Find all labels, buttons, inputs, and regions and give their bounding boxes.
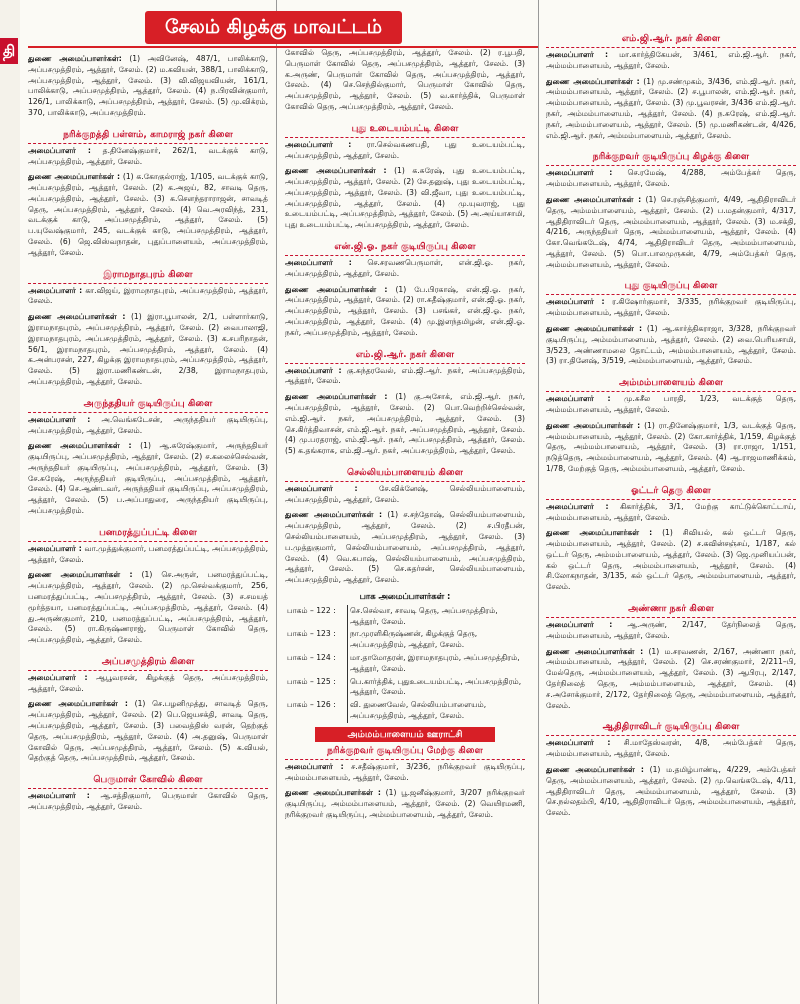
member-details: (1) சிவியல், கல் ஒட்டர் தெரு, அம்மம்பாளையம், ஆத்தூர், சேலம். (2) ச.கவின்சஞ்சய், 1/187, கல் ஒட்டர் தெரு, அம்மம்பாளையம், ஆத்தூர், சேலம். (3) ஜெ.முனியப்பன், கல் ஒட்டர் தெரு, அம்மம்பாளையம், ஆத்தூர், சேலம். (4) சி.லோகநாதன், 3/135, கல் ஒட்டர் தெரு, அம்மம்பாளையம், ஆத்தூர், சேலம். <box>546 528 796 592</box>
member-entry <box>285 762 525 784</box>
member-entry <box>546 324 796 367</box>
booth-table <box>285 605 525 723</box>
member-entry <box>546 765 796 819</box>
role-label: துணை அமைப்பாளர்கள் : <box>546 194 642 204</box>
branch-heading: புது உடையம்பட்டி கிளை <box>285 122 525 138</box>
member-details: (1) அவினேஷ், 487/1, பாலிக்காடு, அப்பசமுத்திரம், ஆத்தூர், சேலம். (2) ம.கவியன், 388/1, பாலிக்காடு, அப்பசமுத்திரம், ஆத்தூர், சேலம். (3) வி.விஜயவியன், 161/1, பாலிக்காடு, அப்பசமுத்திரம், ஆத்தூர், சேலம். (4) ந.பிரவின்குமார், 126/1, பாலிக்காடு, அப்பசமுத்திரம், ஆத்தூர், சேலம். (5) மு.விக்ரம், 370, பாலிக்காடு, அப்பசமுத்திரம். <box>28 54 268 117</box>
member-entry <box>285 392 525 457</box>
member-details: (1) ரா.தினேஷ்குமார், 1/3, வடக்குத் தெரு, அம்மம்பாளையம், ஆத்தூர், சேலம். (2) கோ.கார்த்திக், 1/159, கிழக்குத் தெரு, அம்மம்பாளையம், ஆத்தூர், சேலம். (3) ரா.ராஜா, 1/151, நடுத்தெரு, அம்மம்பாளையம், ஆத்தூர், சேலம். (4) ஆ.ராஜமாணிக்கம், 1/78, மேற்குத் தெரு, அம்மம்பாளையம், ஆத்தூர், சேலம். <box>546 420 796 473</box>
member-entry <box>285 484 525 506</box>
member-details: ஆ.அருண், 2/147, தேர்நிலைத் தெரு, அம்மம்பாளையம், ஆத்தூர், சேலம். <box>546 620 796 640</box>
member-details: சே.விக்னேஷ், செல்லியம்பாளையம், அப்பசமுத்திரம், ஆத்தூர், சேலம். <box>285 483 525 504</box>
member-details: (1) செ.அருள், பனமரத்துப்பட்டி, அப்பசமுத்திரம், ஆத்தூர், சேலம். (2) மு.செல்வக்குமார், 256, பனமரத்துப்பட்டி, அப்பசமுத்திரம், ஆத்தூர், சேலம். (3) ச.சமயத் மூர்த்தயா, பனமரத்துப்பட்டி, அப்பசமுத்திரம், ஆத்தூர், சேலம். (4) து.அருண்குமார், 210, பனமரத்துப்பட்டி, அப்பசமுத்திரம், ஆத்தூர், சேலம். (5) ரா.கிருஷ்ணராஜ், பெருமாள் கோவில் தெரு, அப்பசமுத்திரம், ஆத்தூர், சேலம். <box>28 570 268 645</box>
member-details: (1) ஆ.கார்த்திகராஜா, 3/328, நரிக்குறவர் குடியிருப்பு, அம்மம்பாளையம், ஆத்தூர், சேலம். (2) வை.பெரியசாமி, 3/523, அண்ணாமலை தோட்டம், அம்மம்பாளையம், ஆத்தூர், சேலம். (3) ரா.தினேஷ், 3/519, அம்மம்பாளையம், ஆத்தூர், சேலம். <box>546 324 796 366</box>
branch-heading: பனமரத்துப்பட்டி கிளை <box>28 526 268 542</box>
member-details: (1) க.கோகுல்ராஜ், 1/105, வடக்குக் காடு, அப்பசமுத்திரம், ஆத்தூர், சேலம். (2) க.அஜய், 82, சாவடி தெரு, அப்பசமுத்திரம், ஆத்தூர், சேலம். (3) க.சௌந்தராராஜன், சாவடித் தெரு, அப்பசமுத்திரம், ஆத்தூர், சேலம். (4) வெ.அரவிந்த், 231, வடக்குக் காடு, அப்பசமுத்திரம், ஆத்தூர், சேலம். (5) ப.யுவேஷ்குமார், 245, வடக்குக் காடு, அப்பசமுத்திரம், ஆத்தூர், சேலம். (6) ஜெ.விஸ்வநாதன், புதுப்பாளையம், அப்பசமுத்திரம், ஆத்தூர், சேலம். <box>28 172 268 257</box>
role-label: அமைப்பாளர் : <box>28 414 91 424</box>
member-details: அ.வெங்கடேசன், அருந்ததியர் குடியிருப்பு, அப்பசமுத்திரம், ஆத்தூர், சேலம். <box>28 414 268 435</box>
role-label: துணை அமைப்பாளர்கள் : <box>285 510 383 520</box>
branch-heading: ஓட்டர் தெரு கிளை <box>546 484 796 500</box>
member-details: (1) பூ.ஜனீஷ்குமார், 3/207 நரிக்குறவர் குடியிருப்பு, அம்மம்பாளையம், ஆத்தூர், சேலம். (2) வெயிரமணி, நரிக்குறவர் குடியிருப்பு, அம்மம்பாளையம், ஆத்தூர், சேலம். <box>285 788 525 819</box>
member-details: கு.சுந்தரவேல், எம்.ஜி.ஆர். நகர், அப்பசமுத்திரம், ஆத்தூர், சேலம். <box>285 365 525 386</box>
member-details: சி.மாதேஸ்வரன், 4/8, அம்பேத்கர் தெரு, அம்மம்பாளையம், ஆத்தூர், சேலம். <box>546 738 796 759</box>
role-label: அமைப்பாளர் : <box>546 168 613 178</box>
role-label: அமைப்பாளர் : <box>28 543 82 553</box>
booth-number: பாகம் – 126 : <box>285 699 348 723</box>
branch-heading: என்.ஜி.ஓ. நகர் குடியிருப்பு கிளை <box>285 240 525 256</box>
member-entry <box>285 48 525 113</box>
member-entry <box>285 510 525 585</box>
role-label: துணை அமைப்பாளர்கள் : <box>546 528 653 538</box>
role-label: அமைப்பாளர் : <box>28 672 88 682</box>
member-entry <box>546 738 796 760</box>
branch-heading: நரிக்குறத்தி பள்ளம், காமராஜ் நகர் கிளை <box>28 128 268 144</box>
branch-heading: எம்.ஜி.ஆர். நகர் கிளை <box>285 348 525 364</box>
member-entry <box>285 366 525 388</box>
member-details: (1) ம.தமிழ்பாண்டி, 4/229, அம்பேத்கர் தெரு, அம்மம்பாளையம், ஆத்தூர், சேலம். (2) மு.வெங்கடேஷ், 4/11, ஆதிதிராவிடர் தெரு, அம்மம்பாளையம், ஆத்தூர், சேலம். (3) செ.நல்லதம்பி, 4/10, ஆதிதிராவிடர் தெரு, அம்மம்பாளையம், ஆத்தூர், சேலம். <box>546 764 796 818</box>
member-details: (1) செ.ரஞ்சித்குமார், 4/49, ஆதிதிராவிடர் தெரு, அம்மம்பாளையம், ஆத்தூர், சேலம். (2) ப.மதன்குமார், 4/317, ஆதிதிராவிடர் தெரு, அம்மம்பாளையம், ஆத்தூர், சேலம். (3) ம.சக்தி, 4/216, அருந்ததியர் தெரு, அம்மம்பாளையம், ஆத்தூர், சேலம். (4) கோ.வெங்கடேஷ், 4/74, ஆதிதிராவிடர் தெரு, அம்மம்பாளையம், ஆத்தூர், சேலம். (5) பொ.பாலமுருகன், 4/79, அம்பேத்கர் தெரு, அம்மம்பாளையம், ஆத்தூர், சேலம். <box>546 194 796 269</box>
branch-heading: ஆதிதிராவிடர் குடியிருப்பு கிளை <box>546 720 796 736</box>
column-1 <box>28 52 268 1004</box>
member-entry <box>546 195 796 270</box>
role-label: துணை அமைப்பாளர்கள்: <box>28 54 122 63</box>
member-entry <box>546 297 796 319</box>
role-label: துணை அமைப்பாளர்கள் : <box>285 392 388 402</box>
member-entry <box>28 312 268 387</box>
member-entry <box>28 791 268 813</box>
booth-number: பாகம் – 124 : <box>285 652 348 676</box>
member-details: செ.சரவணபெருமாள், என்.ஜி.ஓ. நகர், அப்பசமுத்திரம், ஆத்தூர், சேலம். <box>285 258 525 278</box>
column-divider-1 <box>276 0 277 1004</box>
role-label: அமைப்பாளர் : <box>285 139 352 149</box>
booth-row <box>285 628 525 652</box>
role-label: துணை அமைப்பாளர்கள் : <box>546 646 644 656</box>
member-entry <box>546 502 796 524</box>
member-details: ர.கிஷோர்குமார், 3/335, நரிக்குறவர் குடியிருப்பு, அம்மம்பாளையம், ஆத்தூர், சேலம். <box>546 297 796 318</box>
member-details: த.தினேஷ்குமார், 262/1, வடக்குக் காடு, அப்பசமுத்திரம், ஆத்தூர், சேலம். <box>28 145 268 166</box>
role-label: அமைப்பாளர் : <box>285 365 342 375</box>
member-details: கிகார்த்திக், 3/1, மேற்கு காட்டுக்கொட்டாய், அம்மம்பாளையம், ஆத்தூர், சேலம். <box>546 501 796 522</box>
branch-heading: புது குடியிருப்பு கிளை <box>546 279 796 295</box>
member-entry <box>28 544 268 566</box>
member-entry <box>546 647 796 712</box>
member-details: ஆ.சத்திகுமார், பெருமாள் கோவில் தெரு, அப்பசமுத்திரம், ஆத்தூர், சேலம். <box>28 791 268 811</box>
booth-member: பெ.கார்த்திக், புதுஉடையம்பட்டி, அப்பசமுத்திரம், ஆத்தூர், சேலம். <box>350 676 522 697</box>
member-details: (1) ச.சந்தோஷ், செல்லியம்பாளையம், அப்பசமுத்திரம், ஆத்தூர், சேலம். (2) ச.பிரதீபன், செல்லியம்பாளையம், அப்பசமுத்திரம், ஆத்தூர், சேலம். (3) ப.முத்துகுமார், செல்லியம்பாளையம், அப்பசமுத்திரம், ஆத்தூர், சேலம். (4) வெ.சுபாஷ், செல்லியம்பாளையம், அப்பசமுத்திரம், ஆத்தூர், சேலம். (5) செ.சுதர்சன், செல்லியம்பாளையம், அப்பசமுத்திரம், ஆத்தூர், சேலம். <box>285 510 525 585</box>
role-label: அமைப்பாளர் : <box>546 501 609 511</box>
member-details: (1) இரா.பூபாலன், 2/1, பள்ளார்காடு, இராமநாதபுரம், அப்பசமுத்திரம், ஆத்தூர், சேலம். (2) வைபாலாஜி, இராமநாதபுரம், அப்பசமுத்திரம், ஆத்தூர், சேலம். (3) க.சபரிநாதன், 56/1, இராமநாதபுரம், அப்பசமுத்திரம், ஆத்தூர், சேலம். (4) க.அன்பரசன், 227, கிழக்கு இராமநாதபுரம், அப்பசமுத்திரம், ஆத்தூர், சேலம். (5) இரா.மணிகண்டன், 2/38, இராமநாதபுரம், அப்பசமுத்திரம், ஆத்தூர், சேலம். <box>28 312 268 386</box>
member-entry <box>28 146 268 168</box>
member-details: மு.சுசீல பாரதி, 1/23, வடக்குத் தெரு, அம்மம்பாளையம், ஆத்தூர், சேலம். <box>546 394 796 414</box>
role-label: அமைப்பாளர் : <box>28 145 91 155</box>
member-entry <box>28 570 268 645</box>
member-entry <box>285 788 525 820</box>
member-details: (1) மு.சண்முகம், 3/436, எம்.ஜி.ஆர். நகர், அம்மம்பாளையம், ஆத்தூர், சேலம். (2) ச.பூபாலன், எம்.ஜி.ஆர். நகர், அம்மம்பாளையம், ஆத்தூர், சேலம். (3) மு.பூவரசன், 3/436 எம்.ஜி.ஆர். நகர், அம்மம்பாளையம், ஆத்தூர், சேலம். (4) ந.சுரேஷ், எம்.ஜி.ஆர். நகர், அம்மம்பாளையம், ஆத்தூர், சேலம். (5) மு.மணிகண்டன், 4/426, எம்.ஜி.ஆர். நகர், அம்மம்பாளையம், ஆத்தூர், சேலம். <box>546 76 796 140</box>
role-label: துணை அமைப்பாளர்கள் : <box>546 764 644 774</box>
branch-heading: அண்ணா நகர் கிளை <box>546 602 796 618</box>
member-entry <box>285 285 525 339</box>
booth-row <box>285 676 525 700</box>
member-details: கோவில் தெரு, அப்பசமுத்திரம், ஆத்தூர், சேலம். (2) ர.பூபதி, பெருமாள் கோவில் தெரு, அப்பசமுத்திரம், ஆத்தூர், சேலம். (3) க.அருண், பெருமாள் கோவில் தெரு, அப்பசமுத்திரம், ஆத்தூர், சேலம். (4) செ.செந்தில்குமார், பெருமாள் கோவில் தெரு, அப்பசமுத்திரம், ஆத்தூர், சேலம். (5) வ.கார்த்திக், பெருமாள் கோவில் தெரு, அப்பசமுத்திரம், ஆத்தூர், சேலம். <box>285 48 525 111</box>
role-label: துணை அமைப்பாளர்கள் : <box>28 570 133 580</box>
booth-member: செ.செல்வா, சாவடி தெரு, அப்பசமுத்திரம், ஆத்தூர், சேலம். <box>350 605 498 626</box>
left-section-tab: தி <box>0 38 18 64</box>
left-margin-strip <box>0 0 20 1004</box>
member-entry <box>546 77 796 142</box>
booth-member: நா.முரளிகிருஷ்ணன், கிழக்குத் தெரு, அப்பசமுத்திரம், ஆத்தூர், சேலம். <box>350 629 478 650</box>
column-2-sections <box>285 48 525 586</box>
member-entry <box>546 620 796 642</box>
booth-number: பாகம் – 122 : <box>285 605 348 629</box>
booth-number: பாகம் – 123 : <box>285 628 348 652</box>
member-entry <box>28 415 268 437</box>
role-label: துணை அமைப்பாளர்கள் : <box>28 699 128 709</box>
member-entry <box>28 286 268 308</box>
role-label: அமைப்பாளர் : <box>546 50 609 60</box>
role-label: அமைப்பாளர் : <box>546 738 611 748</box>
member-entry <box>285 166 525 231</box>
role-label: துணை அமைப்பாளர்கள் : <box>546 76 640 86</box>
member-details: (1) ம.சரவணன், 2/167, அண்ணா நகர், அம்மம்பாளையம், ஆத்தூர், சேலம். (2) செ.சரண்குமார், 2/211–பி, மேல்தெரு, அம்மம்பாளையம், ஆத்தூர், சேலம். (3) ஆபிரபு, 2/147, தேர்நிலைத் தெரு, அம்மம்பாளையம், ஆத்தூர், சேலம். (4) ச.அசோக்குமார், 2/172, தேர்நிலைத் தெரு, அம்மம்பாளையம், ஆத்தூர், சேலம். <box>546 646 796 710</box>
booth-number: பாகம் – 125 : <box>285 676 348 700</box>
branch-heading: நரிக்குறவர் குடியிருப்பு கிழக்கு கிளை <box>546 150 796 166</box>
member-details: (1) கு.அசோக், எம்.ஜி.ஆர். நகர், அப்பசமுத்திரம், ஆத்தூர், சேலம். (2) பொ.வெற்றிச்செல்வன், எம்.ஜி.ஆர். நகர், அப்பசமுத்திரம், ஆத்தூர், சேலம். (3) செ.கிர்த்திவாசன், எம்.ஜி.ஆர். நகர், அப்பசமுத்திரம், ஆத்தூர், சேலம். (4) மு.பரதராஜ், எம்.ஜி.ஆர். நகர், அப்பசமுத்திரம், ஆத்தூர், சேலம். (5) க.தங்கராசு, எம்.ஜி.ஆர். நகர், அப்பசமுத்திரம், ஆத்தூர், சேலம். <box>285 392 525 456</box>
column-divider-2 <box>538 0 539 1004</box>
member-entry <box>546 168 796 190</box>
member-entry <box>28 172 268 258</box>
role-label: அமைப்பாளர் : <box>285 258 352 268</box>
member-details: ஆபூவரசன், கிழக்குத் தெரு, அப்பசமுத்திரம், ஆத்தூர், சேலம். <box>28 672 268 693</box>
branch-heading: பெருமாள் கோவில் கிளை <box>28 773 268 789</box>
booth-row <box>285 699 525 723</box>
booth-member: வி. துணைவேல், செல்லியம்பாளையம், அப்பசமுத்திரம், ஆத்தூர், சேலம். <box>350 700 487 720</box>
member-entry <box>546 394 796 416</box>
branch-heading: இராமநாதபுரம் கிளை <box>28 268 268 284</box>
member-entry <box>285 258 525 280</box>
role-label: துணை அமைப்பாளர்கள் : <box>28 312 126 322</box>
branch-heading: அருந்ததியர் குடியிருப்பு கிளை <box>28 397 268 413</box>
member-details: ச.சதீஷ்குமார், 3/236, நரிக்குறவர் குடியிருப்பு, அம்மம்பாளையம், ஆத்தூர், சேலம். <box>285 761 525 782</box>
member-entry <box>285 140 525 162</box>
member-details: (1) செ.பழனிமுத்து, சாவடித் தெரு, அப்பசமுத்திரம், ஆத்தூர், சேலம். (2) பெ.ஜெயசக்தி, சாவடி தெரு, அப்பசமுத்திரம், ஆத்தூர், சேலம். (3) பவைத்திஸ் வரன், தெற்குத் தெரு, அப்பசமுத்திரம், ஆத்தூர், சேலம். (4) அ.தனுஷ், பெருமாள் கோவில் தெரு, அப்பசமுத்திரம், ஆத்தூர், சேலம். (5) க.வியல், தெற்குத் தெரு, அப்பசமுத்திரம், ஆத்தூர், சேலம். <box>28 699 268 763</box>
union-heading-box: அம்மம்பாளையம் ஊராட்சி <box>315 727 495 742</box>
member-details: (1) க.சுரேஷ், புது உடையம்பட்டி, அப்பசமுத்திரம், ஆத்தூர், சேலம். (2) சே.தனுஷ், புது உடையம்பட்டி, அப்பசமுத்திரம், ஆத்தூர், சேலம். (3) வி.ஜீவா, புது உடையம்பட்டி, அப்பசமுத்திரம், ஆத்தூர், சேலம். (4) மு.யுவராஜ், புது உடையம்பட்டி, அப்பசமுத்திரம், ஆத்தூர், சேலம். (5) அ.அய்யாசாமி, புது உடையம்பட்டி, அப்பசமுத்திரம், ஆத்தூர், சேலம். <box>285 166 525 230</box>
branch-heading: அம்மம்பாளையம் கிளை <box>546 376 796 392</box>
member-entry <box>546 528 796 593</box>
role-label: அமைப்பாளர் : <box>28 285 83 295</box>
role-label: அமைப்பாளர் : <box>285 761 344 771</box>
member-entry <box>28 699 268 764</box>
role-label: துணை அமைப்பாளர்கள் : <box>546 420 641 430</box>
column-3 <box>546 32 796 1004</box>
member-entry <box>546 421 796 475</box>
member-entry <box>28 673 268 695</box>
booth-heading: பாக அமைப்பாளர்கள் : <box>359 590 451 601</box>
role-label: அமைப்பாளர் : <box>546 620 613 630</box>
role-label: அமைப்பாளர் : <box>285 483 358 493</box>
column-2 <box>285 46 525 998</box>
role-label: துணை அமைப்பாளர்கள் : <box>285 166 387 176</box>
role-label: அமைப்பாளர் : <box>28 791 90 801</box>
branch-heading: எம்.ஜி.ஆர். நகர் கிளை <box>546 32 796 48</box>
booth-row <box>285 652 525 676</box>
booth-member: மா.தாமோதரன், இராமநாதபுரம், அப்பசமுத்திரம், ஆத்தூர், சேலம். <box>350 652 520 673</box>
member-details: ரா.செல்வகணபதி, புது உடையம்பட்டி, அப்பசமுத்திரம், ஆத்தூர், சேலம். <box>285 139 525 160</box>
member-details: கா.விஜய், இராமநாதபுரம், அப்பசமுத்திரம், ஆத்தூர், சேலம். <box>28 285 268 306</box>
role-label: அமைப்பாளர் : <box>546 394 611 404</box>
role-label: துணை அமைப்பாளர்கள் : <box>285 788 381 798</box>
member-entry <box>28 54 268 119</box>
member-entry <box>28 441 268 516</box>
role-label: துணை அமைப்பாளர்கள் : <box>28 172 121 182</box>
role-label: துணை அமைப்பாளர்கள் : <box>28 441 132 451</box>
member-details: மா.கார்த்திகேயன், 3/461, எம்.ஜி.ஆர். நகர், அம்மம்பாளையம், ஆத்தூர், சேலம். <box>546 50 796 70</box>
branch-heading: செல்லியம்பாளையம் கிளை <box>285 466 525 482</box>
branch-heading: நரிக்குறவர் குடியிருப்பு மேற்கு கிளை <box>285 744 525 760</box>
member-details: (1) ஆ.சுரேஷ்குமார், அருந்ததியர் குடியிருப்பு, அப்பசமுத்திரம், ஆத்தூர், சேலம். (2) ச.கலைச்செல்வன், அருந்ததியர் குடியிருப்பு, அப்பசமுத்திரம், ஆத்தூர், சேலம். (3) சே.சுரேஷ், அருந்ததியர் குடியிருப்பு, அப்பசமுத்திரம், ஆத்தூர், சேலம். (4) செ.ஆண்டவர், அருந்ததியர் குடியிருப்பு, அப்பசமுத்திரம், ஆத்தூர், சேலம். (5) ப.அப்பாதுரை, அருந்ததியர் குடியிருப்பு, அப்பசமுத்திரம். <box>28 441 268 515</box>
booth-row <box>285 605 525 629</box>
role-label: துணை அமைப்பாளர்கள் : <box>546 324 643 334</box>
column-2-tail <box>285 744 525 821</box>
member-details: செ.ரமேஷ், 4/288, அம்பேத்கர் தெரு, அம்மம்பாளையம், ஆத்தூர், சேலம். <box>546 168 796 189</box>
member-details: வா.முத்துக்குமார், பனமரத்துப்பட்டி, அப்பசமுத்திரம், ஆத்தூர், சேலம். <box>28 543 268 564</box>
role-label: துணை அமைப்பாளர்கள் : <box>285 284 388 294</box>
role-label: அமைப்பாளர் : <box>546 297 605 307</box>
district-banner: சேலம் கிழக்கு மாவட்டம் <box>145 11 402 44</box>
member-details: (1) பே.பிரகாஷ், என்.ஜி.ஓ. நகர், அப்பசமுத்திரம், ஆத்தூர், சேலம். (2) ரா.சுதீஷ்குமார், என்.ஜி.ஓ. நகர், அப்பசமுத்திரம், ஆத்தூர், சேலம். (3) பசங்கர், என்.ஜி.ஓ. நகர், அப்பசமுத்திரம், ஆத்தூர், சேலம். (4) மு.இளந்தமிழன், என்.ஜி.ஓ. நகர், அப்பசமுத்திரம், ஆத்தூர், சேலம். <box>285 284 525 337</box>
member-entry <box>546 50 796 72</box>
branch-heading: அப்பசமுத்திரம் கிளை <box>28 655 268 671</box>
